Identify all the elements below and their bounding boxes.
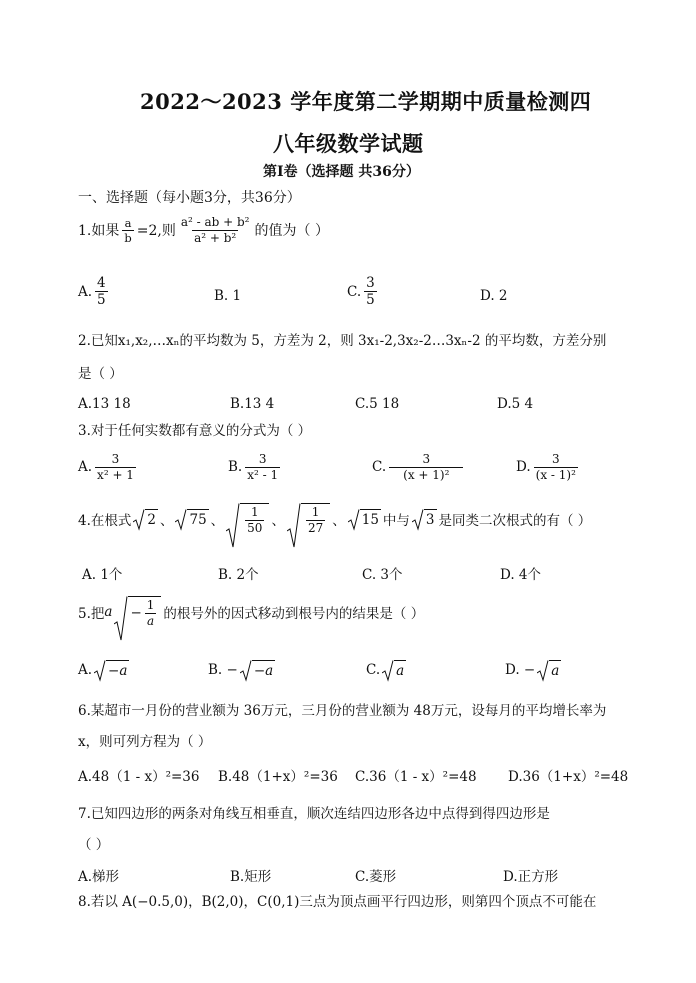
q2-option-c[interactable]: C.5 18 <box>355 396 400 412</box>
q4-sep: 、 <box>159 512 174 529</box>
q4-suffix: 是同类二次根式的有（ ） <box>438 512 592 529</box>
q4-option-c[interactable]: C. 3个 <box>362 567 403 583</box>
q3-option-b-den: x² - 1 <box>247 467 279 482</box>
section-heading: 一、选择题（每小题3分，共36分） <box>78 190 301 206</box>
q5-frac-num: 1 <box>146 598 155 612</box>
volume-heading: 第Ⅰ卷（选择题 共36分） <box>263 164 420 180</box>
q7-option-c[interactable]: C.菱形 <box>355 869 397 885</box>
q5-option-b-radical <box>240 660 275 679</box>
q3-option-c-fraction <box>389 453 463 481</box>
q5-option-b[interactable] <box>208 660 277 679</box>
q1-suffix: 的值为（ ） <box>254 223 329 240</box>
q4-sep: 、 <box>210 512 225 529</box>
q5-option-c-radical <box>382 660 406 679</box>
question-1 <box>78 216 329 244</box>
q3-text: 3.对于任何实数都有意义的分式为（ ） <box>78 423 312 439</box>
q6-option-a[interactable]: A.48（1 - x）²=36 <box>78 769 200 785</box>
q4-option-a[interactable]: A. 1个 <box>82 567 123 583</box>
q1-ratio-fraction <box>122 217 133 244</box>
q1-ratio-den: b <box>124 230 132 245</box>
q1-option-a[interactable] <box>78 276 111 307</box>
q4-r4-num: 1 <box>311 505 320 519</box>
q5-prefix: 5.把 <box>78 605 105 622</box>
q5-option-a-label: A. <box>78 661 93 678</box>
q3-option-a-num: 3 <box>111 452 120 466</box>
q4-radicand-1: 2 <box>145 509 158 528</box>
q2-text-line1: 2.已知x₁,x₂,…xₙ的平均数为 5，方差为 2，则 3x₁-2,3x₂-2…3xₙ-2 的平均数，方差分别 <box>78 333 607 349</box>
q1-option-c-den: 5 <box>366 292 375 309</box>
q4-sep: 、 <box>332 512 346 529</box>
q1-prefix: 1.如果 <box>78 223 120 240</box>
q4-radical-2 <box>175 509 208 528</box>
q5-coefficient: a <box>104 603 113 620</box>
q4-r3-den: 50 <box>247 520 263 535</box>
q4-r4-den: 27 <box>307 520 324 535</box>
q1-option-a-fraction <box>95 276 108 307</box>
q5-radical <box>114 596 161 627</box>
q6-text-line1: 6.某超市一月份的营业额为 36万元，三月份的营业额为 48万元，设每月的平均增长率为 <box>78 703 607 719</box>
q1-eq: =2,则 <box>136 223 176 240</box>
q4-radical-3 <box>226 503 269 534</box>
q7-text-line2: （ ） <box>78 837 110 853</box>
q5-option-d-radicand: a <box>549 660 561 679</box>
q5-suffix: 的根号外的因式移动到根号内的结果是（ ） <box>163 605 425 622</box>
q5-frac-den: a <box>147 613 155 628</box>
q6-text-line2: x，则可列方程为（ ） <box>78 734 212 750</box>
q2-option-d[interactable]: D.5 4 <box>497 396 534 412</box>
q3-option-d-label: D. <box>516 459 531 476</box>
q3-option-d-den: (x - 1)² <box>535 467 576 482</box>
q3-option-a[interactable] <box>78 453 139 481</box>
q1-option-c[interactable] <box>347 276 380 307</box>
q5-option-b-label: B. − <box>208 661 238 678</box>
q3-option-a-label: A. <box>78 459 93 476</box>
q4-radical-5 <box>348 509 381 528</box>
q1-option-c-fraction <box>364 276 377 307</box>
q4-radicand-3-fraction <box>245 506 264 534</box>
q5-option-a-radicand: −a <box>106 660 129 679</box>
q5-option-a-radical <box>94 660 129 679</box>
q6-option-c[interactable]: C.36（1 - x）²=48 <box>355 769 477 785</box>
q5-option-d-radical <box>537 660 561 679</box>
q6-option-d[interactable]: D.36（1+x）²=48 <box>508 769 629 785</box>
q5-option-c-label: C. <box>366 661 381 678</box>
q4-radical-4 <box>287 503 330 534</box>
question-5 <box>78 596 424 627</box>
q7-text-line1: 7.已知四边形的两条对角线互相垂直，顺次连结四边形各边中点得到得四边形是 <box>78 806 550 822</box>
q4-middle: 中与 <box>382 512 410 529</box>
q4-sep: 、 <box>271 512 285 529</box>
q1-expression-fraction <box>179 216 252 244</box>
q3-option-b-fraction <box>245 453 280 481</box>
q1-option-c-label: C. <box>347 283 362 300</box>
q1-option-a-den: 5 <box>97 292 106 309</box>
q5-option-c[interactable] <box>366 660 408 679</box>
q2-option-b[interactable]: B.13 4 <box>230 396 275 412</box>
q6-option-b[interactable]: B.48（1+x）²=36 <box>218 769 338 785</box>
q1-expr-num: a² - ab + b² <box>180 215 250 229</box>
exam-title: 2022～2023 学年度第二学期期中质量检测四 <box>140 89 592 114</box>
q7-option-b[interactable]: B.矩形 <box>230 869 272 885</box>
q4-option-b[interactable]: B. 2个 <box>218 567 259 583</box>
q4-radicand-6: 3 <box>424 509 437 528</box>
q3-option-d-num: 3 <box>551 452 560 466</box>
q7-option-d[interactable]: D.正方形 <box>503 869 559 885</box>
q4-radicand-3 <box>240 503 269 534</box>
q3-option-c-num: 3 <box>422 452 431 466</box>
q4-radicand-4-fraction <box>306 506 325 534</box>
q7-option-a[interactable]: A.梯形 <box>78 869 120 885</box>
q4-r3-num: 1 <box>250 505 259 519</box>
q4-radical-1 <box>133 509 158 528</box>
q3-option-c[interactable] <box>372 453 466 481</box>
q2-option-a[interactable]: A.13 18 <box>78 396 131 412</box>
q1-option-b[interactable]: B. 1 <box>214 288 242 304</box>
exam-subtitle: 八年级数学试题 <box>273 131 424 156</box>
q4-radicand-5: 15 <box>360 509 381 528</box>
q1-option-c-num: 3 <box>366 275 375 291</box>
q4-radical-6 <box>412 509 437 528</box>
q3-option-d-fraction <box>534 453 578 481</box>
q2-text-line2: 是（ ） <box>78 366 123 382</box>
q5-option-c-radicand: a <box>394 660 406 679</box>
q1-option-d[interactable]: D. 2 <box>480 288 508 304</box>
q4-option-d[interactable]: D. 4个 <box>500 567 542 583</box>
question-4 <box>78 503 591 534</box>
q1-option-a-num: 4 <box>97 275 106 291</box>
q3-option-a-fraction <box>95 453 136 481</box>
q3-option-c-label: C. <box>372 459 387 476</box>
q8-text: 8.若以 A(−0.5,0)，B(2,0)，C(0,1)三点为顶点画平行四边形，则第四个顶点不可能在 <box>78 894 597 910</box>
q3-option-b-num: 3 <box>258 452 267 466</box>
q5-option-d[interactable] <box>505 660 563 679</box>
q5-fraction <box>145 599 157 627</box>
q3-option-c-den: (x + 1)² <box>389 467 463 482</box>
q5-radicand <box>128 596 161 627</box>
q3-option-b[interactable] <box>228 453 283 481</box>
q3-option-d[interactable] <box>516 453 581 481</box>
q4-radicand-2: 75 <box>187 509 208 528</box>
q5-option-d-label: D. − <box>505 661 536 678</box>
q3-option-a-den: x² + 1 <box>97 467 134 482</box>
q1-option-a-label: A. <box>78 283 93 300</box>
q1-expr-den: a² + b² <box>194 230 237 245</box>
q1-ratio-num: a <box>124 215 132 230</box>
q4-prefix: 4.在根式 <box>78 512 132 529</box>
q3-option-b-label: B. <box>228 459 243 476</box>
q4-radicand-4 <box>301 503 330 534</box>
q5-option-b-radicand: −a <box>252 660 275 679</box>
q5-option-a[interactable] <box>78 660 131 679</box>
q5-minus: − <box>130 605 142 622</box>
